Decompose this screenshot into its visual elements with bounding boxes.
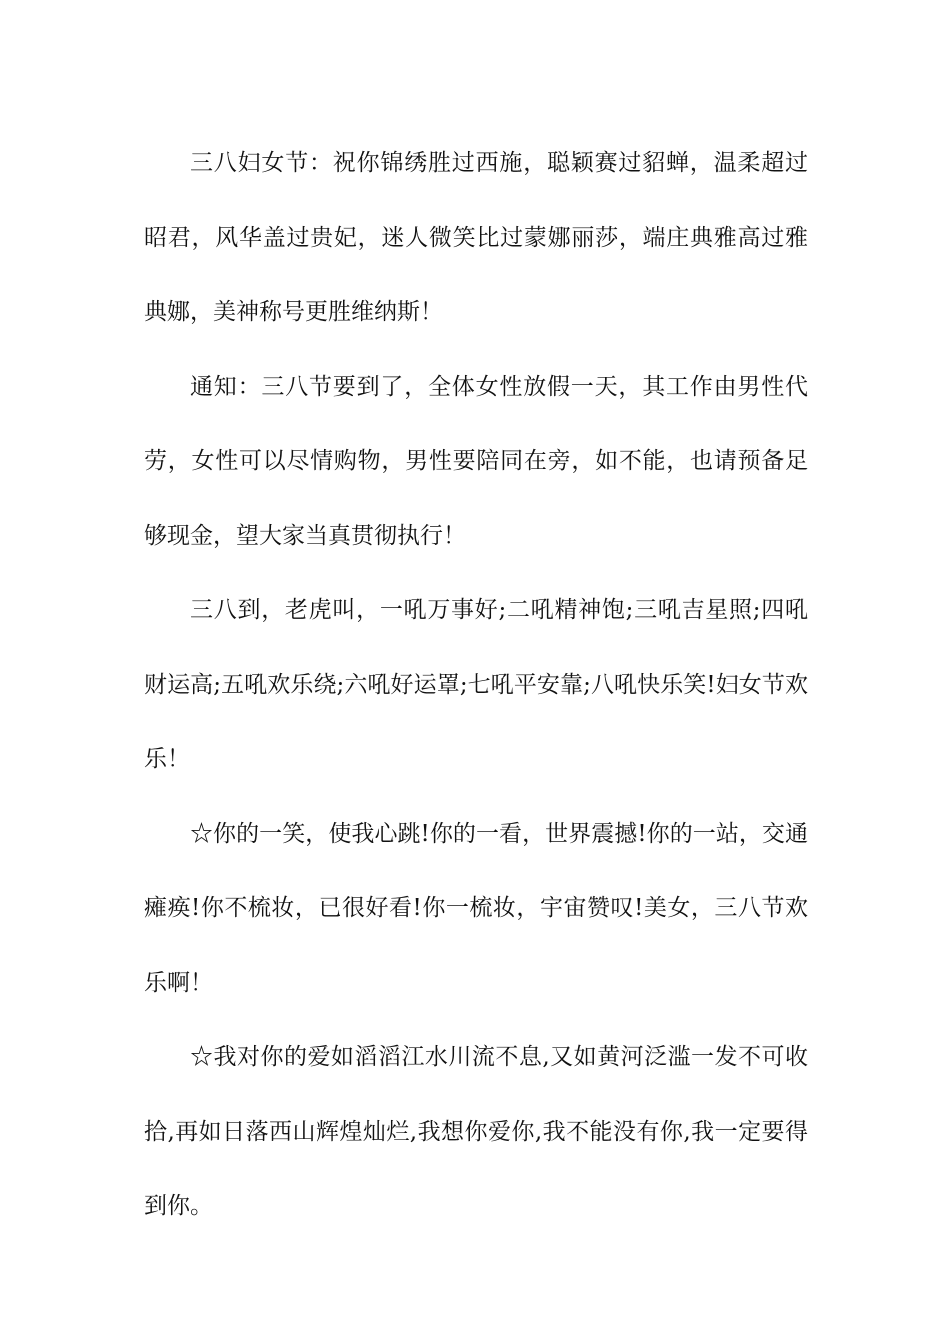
paragraph-love-declaration: ☆我对你的爱如滔滔江水川流不息,又如黄河泛滥一发不可收拾,再如日落西山辉煌灿烂,我想你爱你,我不能没有你,我一定要得到你。 xyxy=(144,1044,808,1219)
document-body xyxy=(144,126,808,1244)
paragraph-holiday-notice: 通知：三八节要到了，全体女性放假一天，其工作由男性代劳，女性可以尽情购物，男性要陪同在旁，如不能，也请预备足够现金，望大家当真贯彻执行！ xyxy=(144,373,808,549)
paragraph-beauty-compliment: ☆你的一笑，使我心跳!你的一看，世界震撼!你的一站，交通瘫痪!你不梳妆，已很好看!你一梳妆，宇宙赞叹!美女，三八节欢乐啊！ xyxy=(144,820,808,996)
paragraph-tiger-roars: 三八到，老虎叫，一吼万事好;二吼精神饱;三吼吉星照;四吼财运高;五吼欢乐绕;六吼好运罩;七吼平安靠;八吼快乐笑!妇女节欢乐！ xyxy=(144,597,808,772)
paragraph-womens-day-wish: 三八妇女节：祝你锦绣胜过西施，聪颖赛过貂蝉，温柔超过昭君，风华盖过贵妃，迷人微笑比过蒙娜丽莎，端庄典雅高过雅典娜，美神称号更胜维纳斯！ xyxy=(144,150,808,325)
